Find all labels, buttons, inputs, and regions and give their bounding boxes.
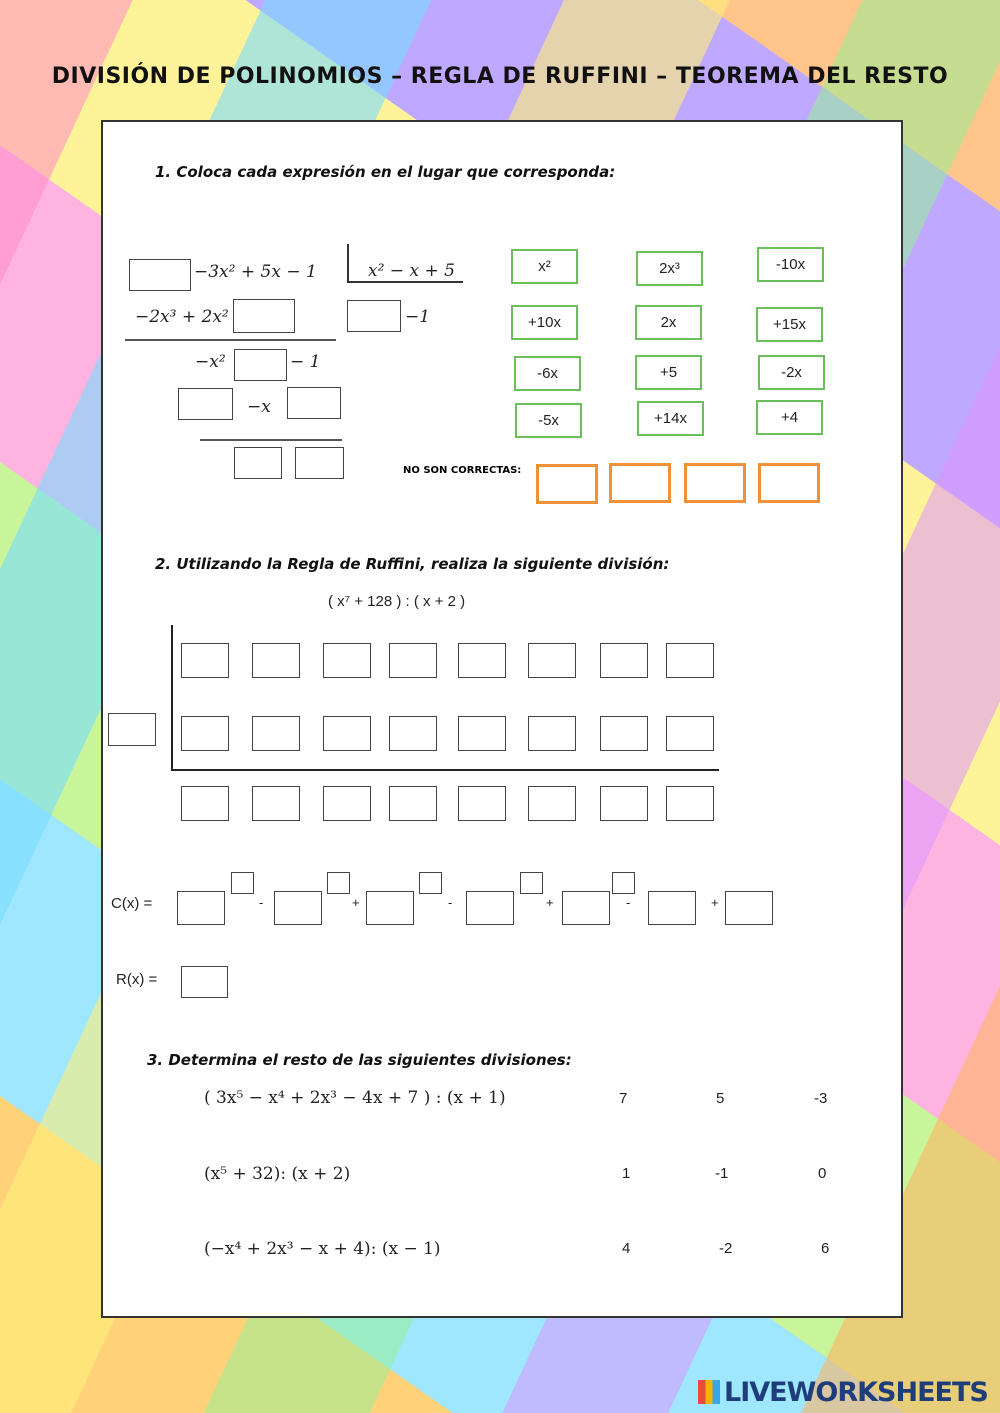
draggable-option[interactable]: +10x: [511, 305, 578, 340]
drop-slot[interactable]: [178, 388, 233, 420]
sign-text: -: [259, 895, 264, 910]
drop-slot[interactable]: [347, 300, 401, 332]
draggable-option[interactable]: +14x: [637, 401, 704, 436]
incorrect-drop-slot[interactable]: [684, 463, 746, 503]
rx-label: R(x) =: [116, 971, 158, 988]
divider-line: [125, 339, 336, 341]
ruffini-cell-input[interactable]: [181, 786, 229, 821]
draggable-option[interactable]: -10x: [757, 247, 824, 282]
ruffini-cell-input[interactable]: [600, 643, 648, 678]
exponent-input[interactable]: [419, 872, 442, 894]
draggable-option[interactable]: -6x: [514, 356, 581, 391]
incorrect-drop-slot[interactable]: [609, 463, 671, 503]
dividend-text: −3x² + 5x − 1: [194, 262, 317, 282]
draggable-option[interactable]: +4: [756, 400, 823, 435]
divider-line: [200, 439, 342, 441]
coefficient-input[interactable]: [177, 891, 225, 925]
remainder-text: − 1: [290, 352, 321, 372]
ruffini-cell-input[interactable]: [458, 716, 506, 751]
coefficient-input[interactable]: [562, 891, 610, 925]
draggable-option[interactable]: +15x: [756, 307, 823, 342]
ruffini-cell-input[interactable]: [252, 716, 300, 751]
coefficient-input[interactable]: [366, 891, 414, 925]
ruffini-cell-input[interactable]: [666, 643, 714, 678]
sign-text: +: [546, 895, 554, 910]
exponent-input[interactable]: [612, 872, 635, 894]
brand-logo: LIVEWORKSHEETS: [724, 1377, 988, 1408]
sign-text: -: [626, 895, 631, 910]
incorrect-label: NO SON CORRECTAS:: [403, 465, 522, 476]
answer-option[interactable]: -2: [719, 1240, 733, 1257]
answer-option[interactable]: -3: [814, 1090, 828, 1107]
ruffini-cell-input[interactable]: [252, 643, 300, 678]
brand-logo-icon: [698, 1380, 720, 1404]
ruffini-cell-input[interactable]: [389, 716, 437, 751]
answer-option[interactable]: 7: [619, 1090, 628, 1107]
division-expression: (x⁵ + 32): (x + 2): [204, 1164, 351, 1184]
ruffini-cell-input[interactable]: [181, 643, 229, 678]
drop-slot[interactable]: [234, 447, 282, 479]
draggable-option[interactable]: x²: [511, 249, 578, 284]
ruffini-horizontal-line: [171, 769, 719, 771]
exponent-input[interactable]: [520, 872, 543, 894]
draggable-option[interactable]: +5: [635, 355, 702, 390]
worksheet-title: DIVISIÓN DE POLINOMIOS – REGLA DE RUFFINI – TEOREMA DEL RESTO: [51, 64, 949, 89]
ruffini-cell-input[interactable]: [458, 786, 506, 821]
answer-option[interactable]: 5: [716, 1090, 725, 1107]
ruffini-cell-input[interactable]: [600, 786, 648, 821]
answer-option[interactable]: 4: [622, 1240, 631, 1257]
ruffini-cell-input[interactable]: [666, 786, 714, 821]
ruffini-root-input[interactable]: [108, 713, 156, 746]
division-expression: ( 3x⁵ − x⁴ + 2x³ − 4x + 7 ) : (x + 1): [204, 1088, 506, 1108]
drop-slot[interactable]: [129, 259, 191, 291]
coefficient-input[interactable]: [648, 891, 696, 925]
drop-slot[interactable]: [233, 299, 295, 333]
ruffini-vertical-line: [171, 625, 173, 771]
division-bracket-line: [347, 281, 463, 283]
sign-text: -: [448, 895, 453, 910]
draggable-option[interactable]: 2x: [635, 305, 702, 340]
ruffini-cell-input[interactable]: [323, 643, 371, 678]
drop-slot[interactable]: [234, 349, 287, 381]
subtraction-text: −x: [247, 397, 271, 417]
coefficient-input[interactable]: [274, 891, 322, 925]
section2-heading: 2. Utilizando la Regla de Ruffini, realiza la siguiente división:: [155, 555, 670, 573]
quotient-text: −1: [405, 307, 431, 327]
sign-text: +: [352, 895, 360, 910]
ruffini-cell-input[interactable]: [181, 716, 229, 751]
exponent-input[interactable]: [231, 872, 254, 894]
section1-heading: 1. Coloca cada expresión en el lugar que corresponda:: [155, 163, 616, 181]
division-bracket: [347, 244, 349, 282]
coefficient-input[interactable]: [725, 891, 773, 925]
subtraction-row: −2x³ + 2x²: [135, 307, 229, 327]
divisor-text: x² − x + 5: [368, 261, 455, 281]
ruffini-cell-input[interactable]: [252, 786, 300, 821]
division-expression: ( x⁷ + 128 ) : ( x + 2 ): [328, 593, 466, 610]
ruffini-cell-input[interactable]: [458, 643, 506, 678]
drop-slot[interactable]: [295, 447, 344, 479]
exponent-input[interactable]: [327, 872, 350, 894]
ruffini-cell-input[interactable]: [389, 786, 437, 821]
answer-option[interactable]: 6: [821, 1240, 830, 1257]
answer-option[interactable]: 1: [622, 1165, 631, 1182]
cx-label: C(x) =: [111, 895, 153, 912]
ruffini-cell-input[interactable]: [666, 716, 714, 751]
incorrect-drop-slot[interactable]: [536, 464, 598, 504]
ruffini-cell-input[interactable]: [323, 786, 371, 821]
division-expression: (−x⁴ + 2x³ − x + 4): (x − 1): [204, 1239, 441, 1259]
answer-option[interactable]: -1: [715, 1165, 729, 1182]
ruffini-cell-input[interactable]: [528, 786, 576, 821]
ruffini-cell-input[interactable]: [528, 643, 576, 678]
ruffini-cell-input[interactable]: [323, 716, 371, 751]
ruffini-cell-input[interactable]: [389, 643, 437, 678]
section3-heading: 3. Determina el resto de las siguientes divisiones:: [147, 1051, 572, 1069]
remainder-text: −x²: [195, 352, 226, 372]
draggable-option[interactable]: -5x: [515, 403, 582, 438]
sign-text: +: [711, 895, 719, 910]
ruffini-cell-input[interactable]: [600, 716, 648, 751]
drop-slot[interactable]: [287, 387, 341, 419]
ruffini-cell-input[interactable]: [528, 716, 576, 751]
rx-input[interactable]: [181, 966, 228, 998]
answer-option[interactable]: 0: [818, 1165, 827, 1182]
coefficient-input[interactable]: [466, 891, 514, 925]
incorrect-drop-slot[interactable]: [758, 463, 820, 503]
draggable-option[interactable]: -2x: [758, 355, 825, 390]
draggable-option[interactable]: 2x³: [636, 251, 703, 286]
